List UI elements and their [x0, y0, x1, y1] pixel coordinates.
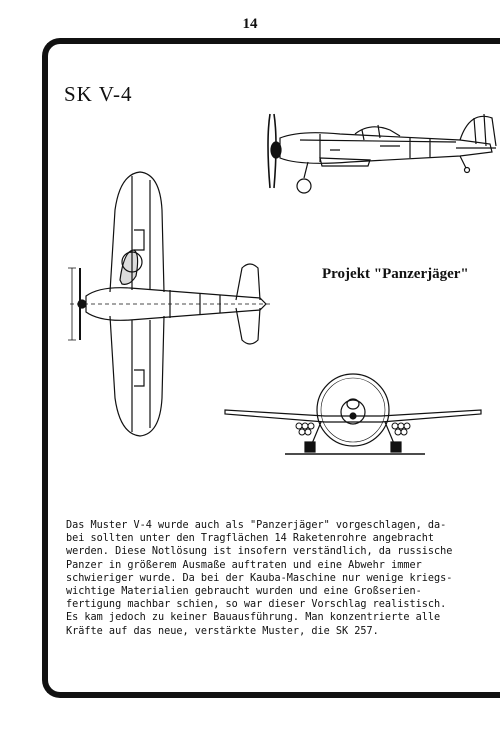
project-caption: Projekt "Panzerjäger": [322, 266, 469, 282]
text-line: Panzer in größerem Ausmaße auftraten und eine Abwehr immer: [66, 559, 422, 571]
aircraft-three-view-drawing: [60, 100, 500, 480]
top-view-drawing: [68, 172, 270, 436]
text-line: werden. Diese Notlösung ist insofern verständlich, da russische: [66, 546, 453, 558]
text-line: Kräfte auf das neue, verstärkte Muster, die SK 257.: [66, 625, 379, 637]
front-view-drawing: [225, 374, 481, 454]
text-line: Es kam jedoch zu keiner Bauausführung. Man konzentrierte alle: [66, 612, 441, 624]
side-view-drawing: [268, 114, 496, 193]
text-line: Das Muster V-4 wurde auch als "Panzerjäger" vorgeschlagen, da-: [66, 520, 447, 531]
model-title: SK V-4: [64, 82, 133, 106]
text-line: fertigung machbar schien, so war dieser Vorschlag realistisch.: [66, 599, 447, 611]
text-line: schwieriger wurde. Da bei der Kauba-Maschine nur wenige kriegs-: [66, 572, 453, 584]
text-line: bei sollten unter den Tragflächen 14 Raketenrohre angebracht: [66, 533, 435, 545]
description-text: [66, 519, 496, 638]
page-number: 14: [242, 16, 258, 32]
text-line: wichtige Materialien gebraucht wurden und eine Großserien-: [66, 586, 422, 598]
